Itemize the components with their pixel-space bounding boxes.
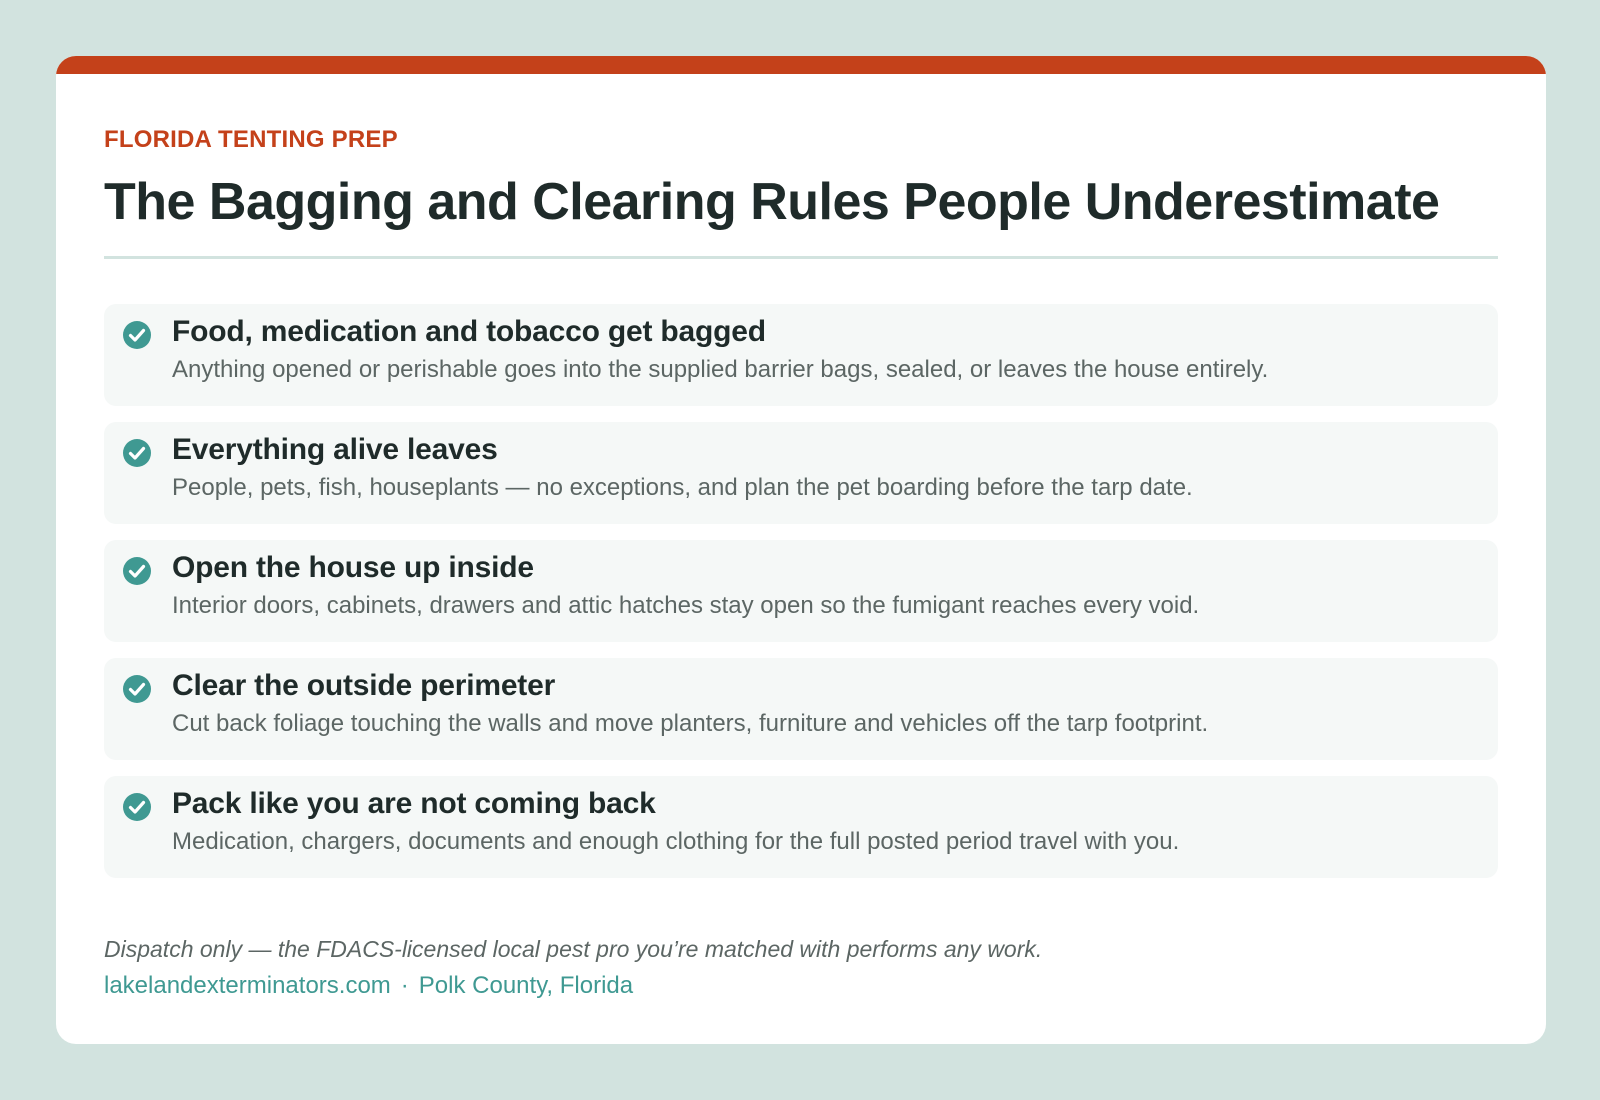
rule-item xyxy=(104,422,1498,524)
accent-top-bar xyxy=(56,56,1546,74)
rule-description: Medication, chargers, documents and enough clothing for the full posted period travel with you. xyxy=(172,828,1180,855)
rule-item xyxy=(104,304,1498,406)
title-divider xyxy=(104,256,1498,259)
rule-description: Anything opened or perishable goes into the supplied barrier bags, sealed, or leaves the house entirely. xyxy=(172,356,1269,383)
rule-description: People, pets, fish, houseplants — no exceptions, and plan the pet boarding before the tarp date. xyxy=(172,474,1193,501)
info-card xyxy=(56,56,1546,1044)
rule-title: Everything alive leaves xyxy=(172,433,498,466)
rule-title: Pack like you are not coming back xyxy=(172,787,656,820)
check-circle-icon xyxy=(122,556,152,586)
rule-title: Food, medication and tobacco get bagged xyxy=(172,315,766,348)
rule-item xyxy=(104,540,1498,642)
website-link[interactable]: lakelandexterminators.com xyxy=(104,972,391,999)
rule-description: Interior doors, cabinets, drawers and attic hatches stay open so the fumigant reaches every void. xyxy=(172,592,1200,619)
check-circle-icon xyxy=(122,320,152,350)
page-title: The Bagging and Clearing Rules People Underestimate xyxy=(104,173,1440,231)
check-circle-icon xyxy=(122,792,152,822)
rule-title: Clear the outside perimeter xyxy=(172,669,556,702)
check-circle-icon xyxy=(122,674,152,704)
rule-title: Open the house up inside xyxy=(172,551,534,584)
check-circle-icon xyxy=(122,438,152,468)
dispatch-disclaimer: Dispatch only — the FDACS-licensed local pest pro you’re matched with performs any work. xyxy=(104,936,1043,962)
eyebrow-label: FLORIDA TENTING PREP xyxy=(104,126,398,153)
footer-line xyxy=(104,972,633,1001)
rule-item xyxy=(104,658,1498,760)
location-label: Polk County, Florida xyxy=(418,972,634,999)
rule-description: Cut back foliage touching the walls and move planters, furniture and vehicles off the tarp footprint. xyxy=(172,710,1209,737)
footer-separator: · xyxy=(400,972,409,999)
rule-item xyxy=(104,776,1498,878)
